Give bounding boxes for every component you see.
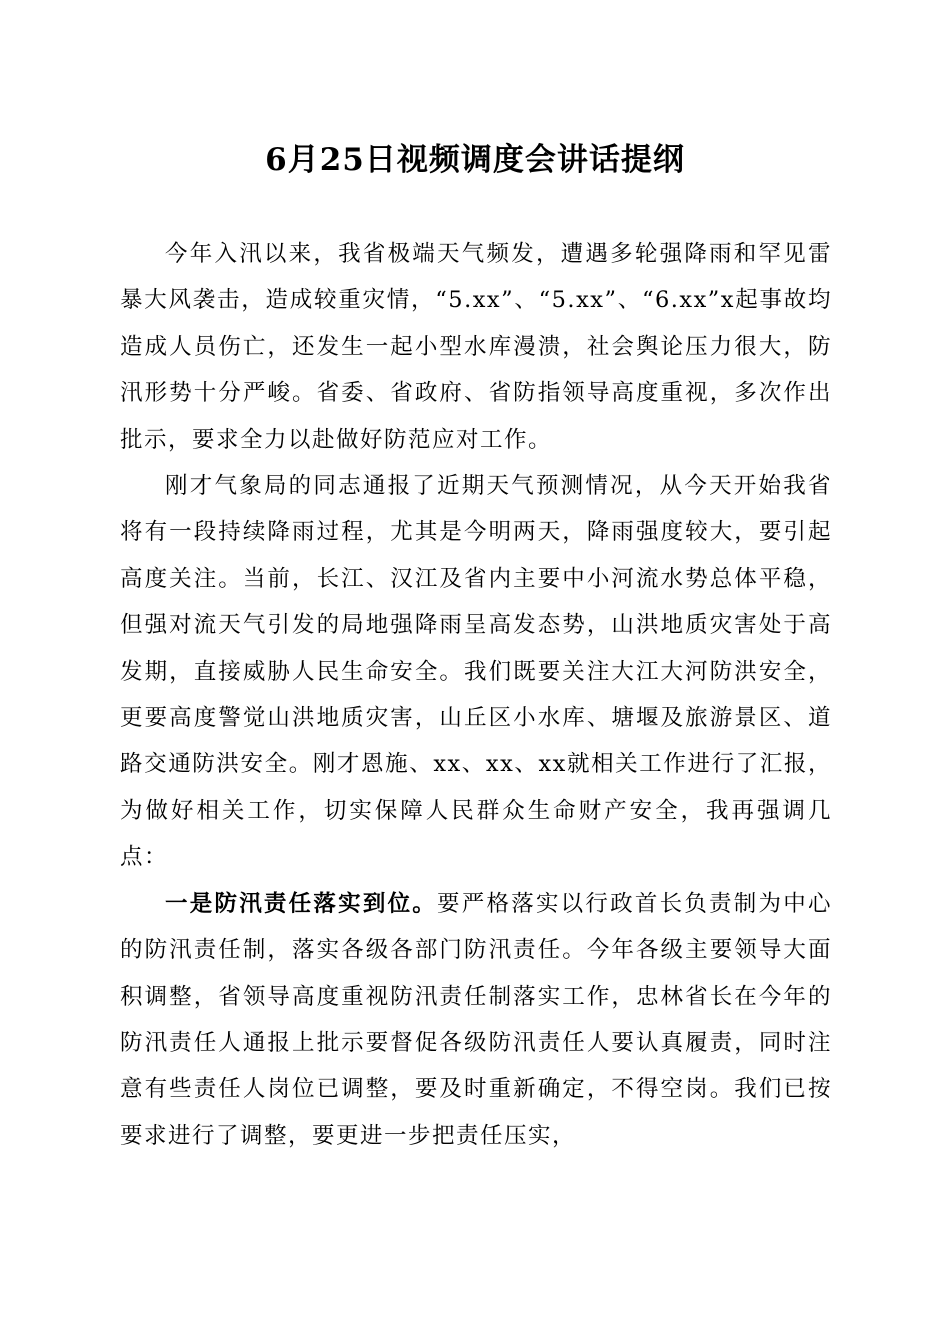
paragraph-forecast: 刚才气象局的同志通报了近期天气预测情况，从今天开始我省将有一段持续降雨过程，尤其是今明两天，降雨强度较大，要引起高度关注。当前，长江、汉江及省内主要中小河流水势总体平稳，但强对流天气引发的局地强降雨呈高发态势，山洪地质灾害处于高发期，直接威胁人民生命安全。我们既要关注大江大河防洪安全，更要高度警觉山洪地质灾害，山丘区小水库、塘堰及旅游景区、道路交通防洪安全。刚才恩施、xx、xx、xx就相关工作进行了汇报，为做好相关工作，切实保障人民群众生命财产安全，我再强调几点：: [120, 473, 832, 871]
point-one-heading: 一是防汛责任落实到位。: [165, 890, 438, 917]
paragraph-point-one: [120, 881, 832, 1159]
document-body: [120, 231, 832, 1159]
paragraph-situation: 今年入汛以来，我省极端天气频发，遭遇多轮强降雨和罕见雷暴大风袭击，造成较重灾情，“5.xx”、“5.xx”、“6.xx”x起事故均造成人员伤亡，还发生一起小型水库漫溃，社会舆论压力很大，防汛形势十分严峻。省委、省政府、省防指领导高度重视，多次作出批示，要求全力以赴做好防范应对工作。: [120, 241, 832, 453]
point-one-text: 要严格落实以行政首长负责制为中心的防汛责任制，落实各级各部门防汛责任。今年各级主要领导大面积调整，省领导高度重视防汛责任制落实工作，忠林省长在今年的防汛责任人通报上批示要督促各级防汛责任人要认真履责，同时注意有些责任人岗位已调整，要及时重新确定，不得空岗。我们已按要求进行了调整，要更进一步把责任压实，: [120, 890, 832, 1149]
document-title: 6月25日视频调度会讲话提纲: [265, 142, 685, 178]
